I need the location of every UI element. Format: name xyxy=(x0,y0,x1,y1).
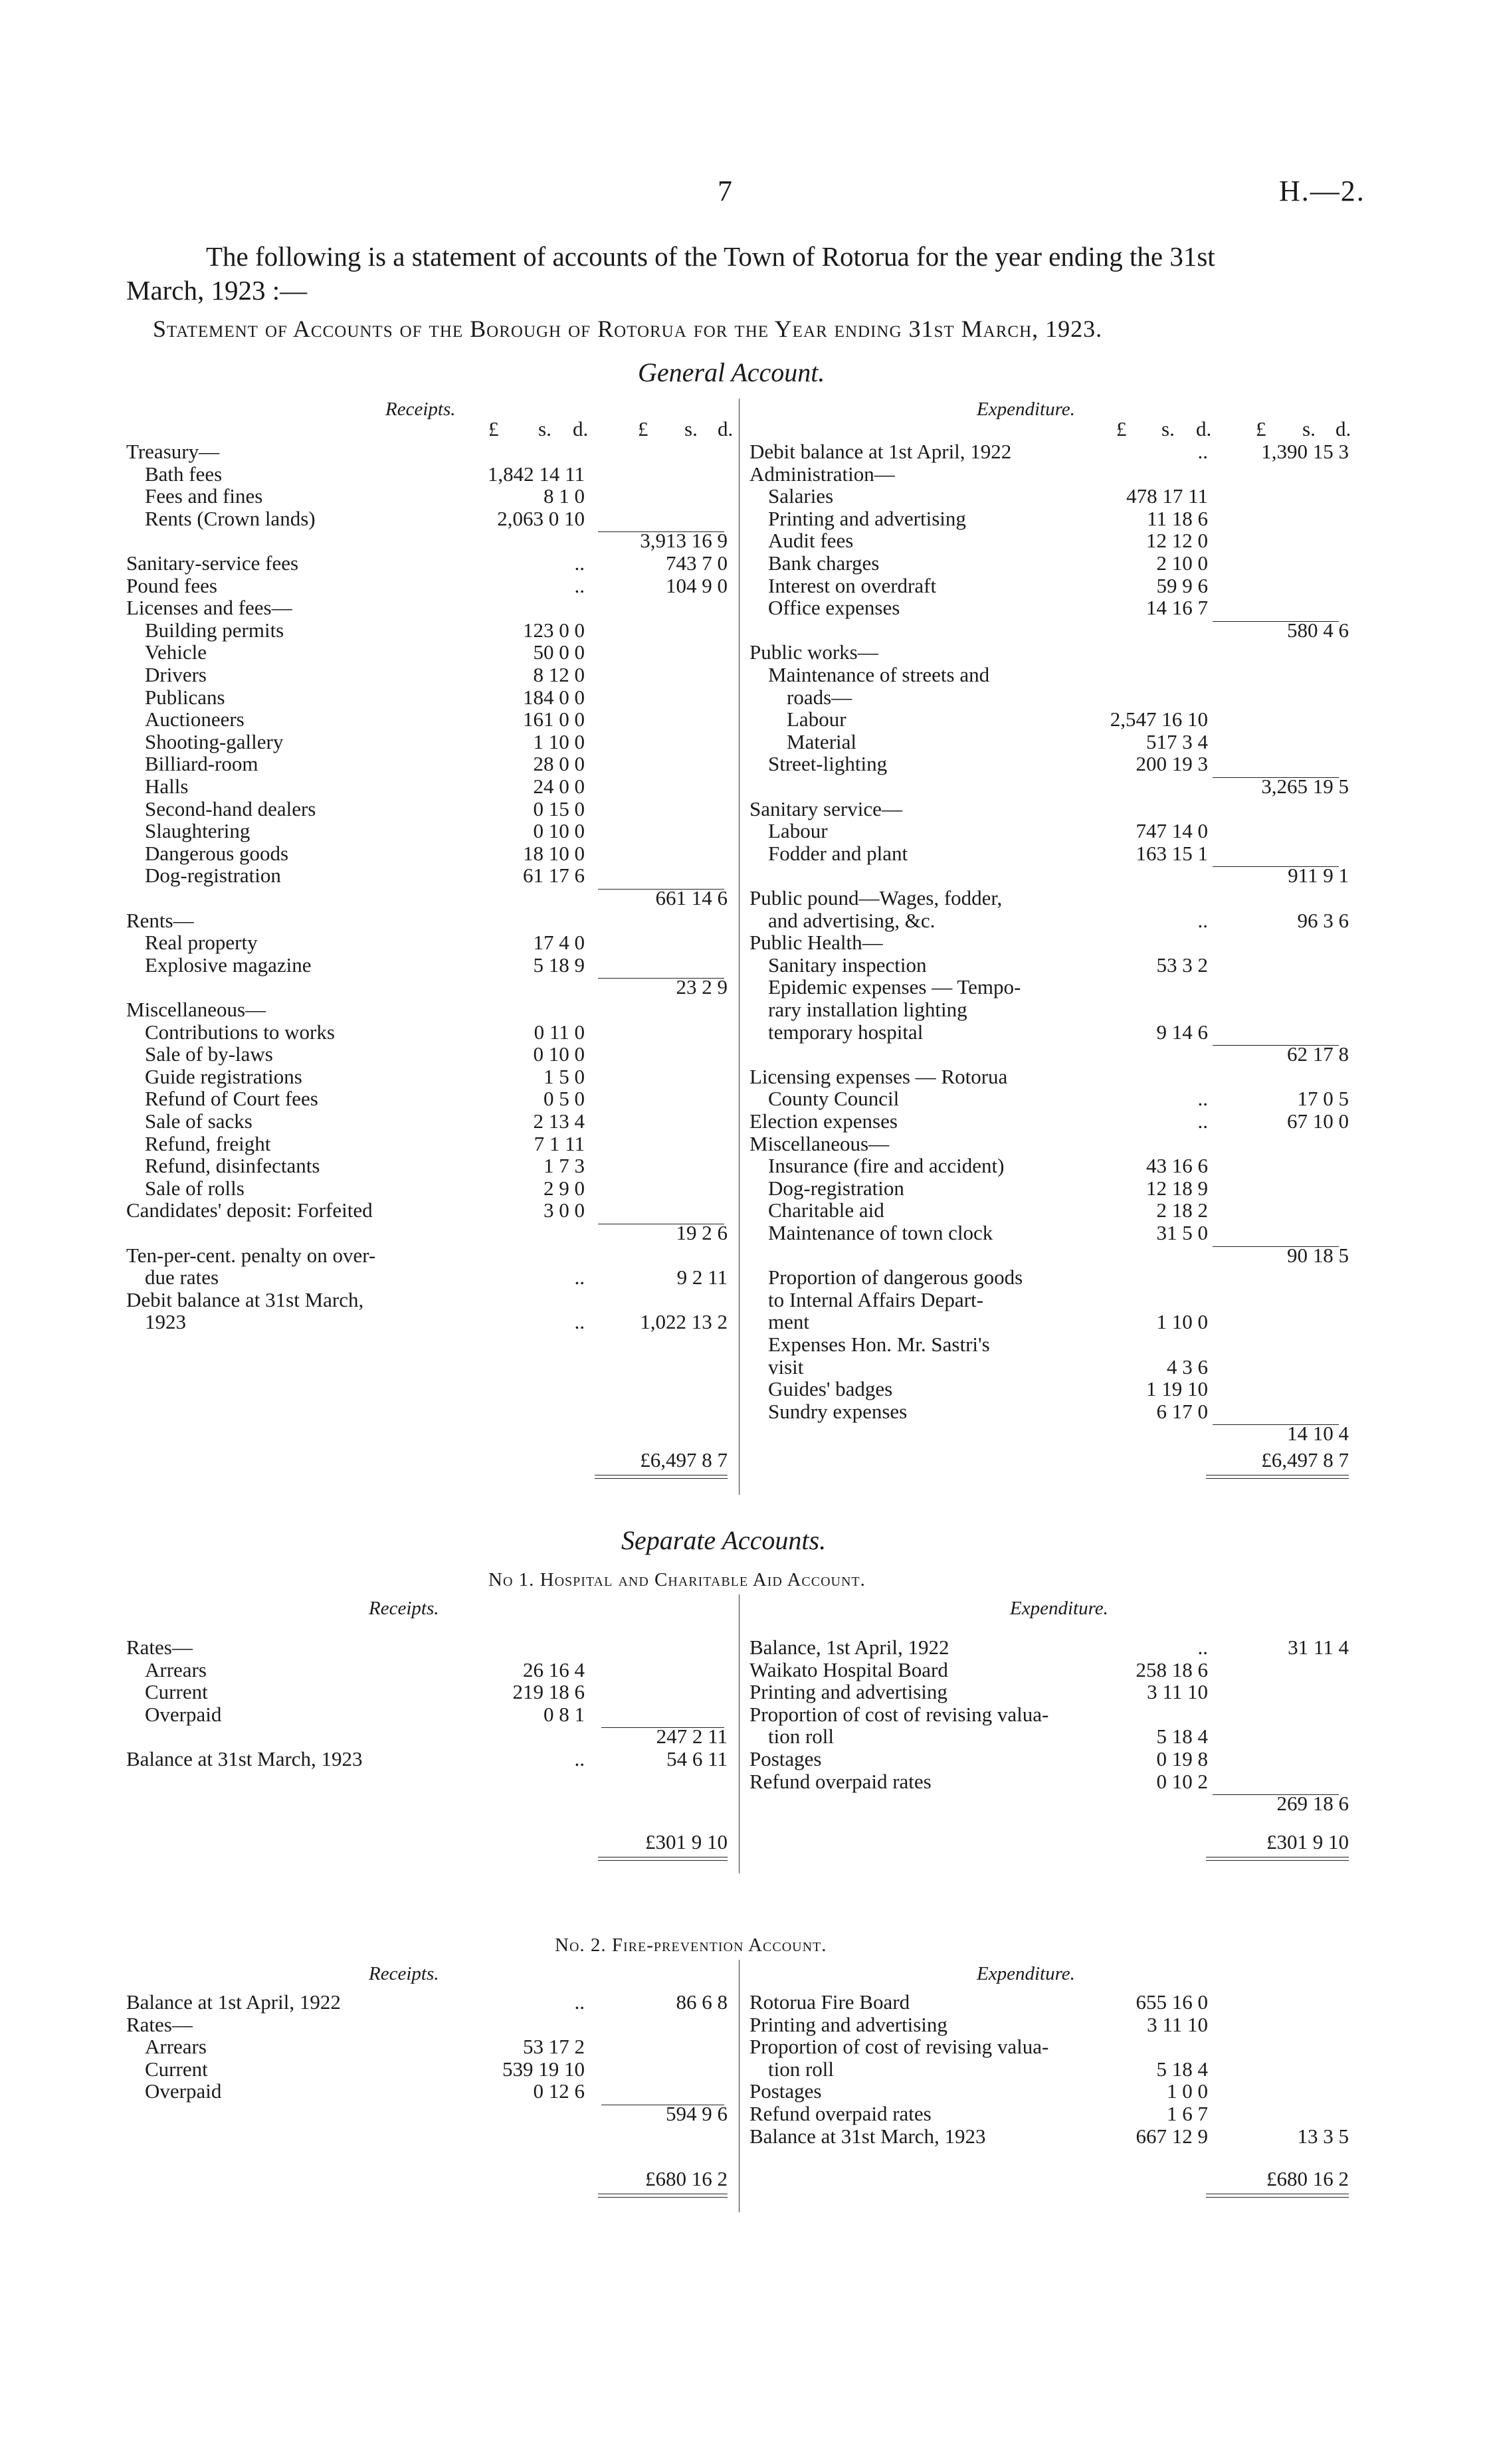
row-label: Balance at 1st April, 1922 xyxy=(126,1990,341,2014)
row-label: Billiard-room xyxy=(145,752,258,776)
row-total: 911 9 1 xyxy=(1288,864,1349,888)
row-amount: 1 6 7 xyxy=(1167,2102,1208,2125)
row-amount: .. xyxy=(574,1990,585,2014)
row-label: Proportion of cost of revising valua- xyxy=(749,1702,1049,1726)
row-label: Printing and advertising xyxy=(768,506,966,530)
row-label: Labour xyxy=(768,819,828,843)
row-total: 17 0 5 xyxy=(1297,1087,1349,1111)
row-label: Candidates' deposit: Forfeited xyxy=(126,1198,373,1222)
row-label: roads— xyxy=(787,685,852,709)
row-label: Material xyxy=(787,729,857,753)
account-1-expenditure-heading: Expenditure. xyxy=(1010,1598,1108,1619)
receipts-heading: Receipts. xyxy=(385,399,456,420)
row-label: Drivers xyxy=(145,663,207,686)
row-amount: 161 0 0 xyxy=(523,708,585,731)
row-amount: 2 13 4 xyxy=(533,1109,585,1133)
row-label: Publicans xyxy=(145,685,225,709)
row-label: Licenses and fees— xyxy=(126,596,292,620)
row-amount: 26 16 4 xyxy=(523,1658,585,1681)
row-amount: 5 18 4 xyxy=(1156,2057,1208,2081)
row-amount: 184 0 0 xyxy=(523,685,585,709)
row-label: Real property xyxy=(145,931,258,955)
money-head-pounds: £ xyxy=(1116,417,1127,440)
row-label: Sale of rolls xyxy=(145,1176,245,1200)
double-rule xyxy=(598,2194,728,2198)
account-1-expenditure-total: £301 9 10 xyxy=(1266,1830,1349,1853)
row-label: Guide registrations xyxy=(145,1064,302,1088)
row-label: Printing and advertising xyxy=(749,1680,947,1704)
row-label: Rents (Crown lands) xyxy=(145,506,316,530)
row-label: Sanitary service— xyxy=(749,797,902,820)
double-rule xyxy=(1206,1475,1349,1479)
row-label: Printing and advertising xyxy=(749,2012,947,2036)
money-head-shillings: s. xyxy=(1302,417,1316,440)
row-label: Dog-registration xyxy=(145,864,281,888)
row-amount: 667 12 9 xyxy=(1136,2124,1208,2148)
row-label: Rates— xyxy=(126,1636,193,1659)
row-label: Rents— xyxy=(126,908,194,932)
row-amount: 3 11 10 xyxy=(1147,1680,1208,1704)
row-label: Second-hand dealers xyxy=(145,797,316,820)
row-label: Licensing expenses — Rotorua xyxy=(749,1064,1008,1088)
row-label: Public Health— xyxy=(749,931,883,955)
money-head-shillings: s. xyxy=(1161,417,1175,440)
row-label: to Internal Affairs Depart- xyxy=(768,1287,983,1311)
row-amount: 7 1 11 xyxy=(534,1131,585,1155)
row-amount: 8 1 0 xyxy=(544,484,585,508)
row-label: Contributions to works xyxy=(145,1020,335,1044)
row-label: Debit balance at 31st March, xyxy=(126,1287,364,1311)
row-amount: 1,842 14 11 xyxy=(487,462,585,486)
row-label: tion roll xyxy=(768,2057,835,2081)
row-label: Current xyxy=(145,1680,208,1704)
row-amount: 43 16 6 xyxy=(1146,1154,1208,1178)
row-label: ment xyxy=(768,1310,809,1334)
row-label: Public works— xyxy=(749,640,878,664)
row-amount: 11 18 6 xyxy=(1147,506,1208,530)
row-label: Overpaid xyxy=(145,2079,222,2103)
row-amount: 24 0 0 xyxy=(533,775,585,798)
column-divider xyxy=(739,1594,740,1873)
row-amount: .. xyxy=(574,551,585,575)
row-amount: 1 0 0 xyxy=(1167,2079,1208,2103)
row-label: Building permits xyxy=(145,618,284,642)
row-label: Administration— xyxy=(749,462,895,486)
page-reference: H.—2. xyxy=(1279,175,1365,207)
row-label: Salaries xyxy=(768,484,834,508)
money-head-pence: d. xyxy=(573,417,589,440)
row-label: Refund overpaid rates xyxy=(749,1769,932,1793)
row-total: 580 4 6 xyxy=(1287,618,1349,642)
row-total: 247 2 11 xyxy=(656,1725,728,1749)
row-amount: 163 15 1 xyxy=(1136,841,1208,865)
double-rule xyxy=(1206,1857,1349,1861)
row-label: Balance at 31st March, 1923 xyxy=(126,1747,363,1770)
row-total: 90 18 5 xyxy=(1287,1243,1349,1267)
row-total: 96 3 6 xyxy=(1297,908,1349,932)
row-amount: 219 18 6 xyxy=(512,1680,585,1704)
money-head-pence: d. xyxy=(1336,417,1351,440)
row-label: Waikato Hospital Board xyxy=(749,1658,948,1681)
row-label: County Council xyxy=(768,1087,900,1111)
row-label: Vehicle xyxy=(145,640,207,664)
money-head-pounds: £ xyxy=(638,417,648,440)
row-label: Bank charges xyxy=(768,551,880,575)
row-amount: 53 3 2 xyxy=(1156,953,1208,977)
row-total: 67 10 0 xyxy=(1287,1109,1349,1133)
row-label: Epidemic expenses — Tempo- xyxy=(768,975,1021,999)
row-amount: .. xyxy=(574,1310,585,1334)
double-rule xyxy=(598,1857,728,1861)
row-amount: 28 0 0 xyxy=(533,752,585,776)
row-amount: 53 17 2 xyxy=(523,2035,585,2059)
row-label: Arrears xyxy=(145,1658,207,1681)
row-amount: 5 18 9 xyxy=(533,953,585,977)
row-amount: 6 17 0 xyxy=(1156,1399,1208,1423)
column-divider xyxy=(739,1960,740,2212)
row-amount: 478 17 11 xyxy=(1126,484,1208,508)
row-total: 19 2 6 xyxy=(676,1221,728,1244)
row-total: 104 9 0 xyxy=(666,573,728,597)
row-amount: 517 3 4 xyxy=(1146,729,1208,753)
row-amount: 539 19 10 xyxy=(502,2057,585,2081)
row-amount: .. xyxy=(574,1747,585,1770)
row-amount: 1 10 0 xyxy=(1156,1310,1208,1334)
account-2-receipts-heading: Receipts. xyxy=(369,1963,439,1984)
money-head-shillings: s. xyxy=(684,417,698,440)
row-label: Dog-registration xyxy=(768,1176,904,1200)
row-amount: 200 19 3 xyxy=(1136,752,1208,776)
row-label: temporary hospital xyxy=(768,1020,924,1044)
row-amount: 2 10 0 xyxy=(1156,551,1208,575)
money-head-pence: d. xyxy=(1196,417,1212,440)
money-head-pence: d. xyxy=(718,417,734,440)
row-amount: 1 19 10 xyxy=(1146,1377,1208,1401)
row-label: Refund overpaid rates xyxy=(749,2102,932,2125)
row-label: Refund, disinfectants xyxy=(145,1154,320,1178)
row-label: Public pound—Wages, fodder, xyxy=(749,886,1003,909)
row-label: rary installation lighting xyxy=(768,998,967,1021)
row-amount: 2 18 2 xyxy=(1156,1198,1208,1222)
row-label: Audit fees xyxy=(768,529,854,553)
row-label: Explosive magazine xyxy=(145,953,312,977)
row-label: Sale of sacks xyxy=(145,1109,252,1133)
row-total: 1,022 13 2 xyxy=(640,1310,728,1334)
page-number: 7 xyxy=(718,175,732,207)
row-amount: 0 15 0 xyxy=(533,797,585,820)
row-label: Arrears xyxy=(145,2035,207,2059)
row-label: Postages xyxy=(749,1747,822,1770)
row-label: Maintenance of streets and xyxy=(768,663,990,686)
row-label: Insurance (fire and accident) xyxy=(768,1154,1005,1178)
row-label: Fodder and plant xyxy=(768,841,908,865)
row-label: Rates— xyxy=(126,2012,193,2036)
row-amount: 1 10 0 xyxy=(533,729,585,753)
row-label: Treasury— xyxy=(126,440,220,463)
intro-line-2: March, 1923 :— xyxy=(126,275,308,306)
row-amount: .. xyxy=(1197,1109,1208,1133)
row-total: 13 3 5 xyxy=(1297,2124,1349,2148)
row-total: 14 10 4 xyxy=(1287,1422,1349,1446)
row-label: Miscellaneous— xyxy=(749,1131,890,1155)
row-amount: 747 14 0 xyxy=(1136,819,1208,843)
row-label: Proportion of dangerous goods xyxy=(768,1266,1023,1289)
row-label: Guides' badges xyxy=(768,1377,893,1401)
expenditure-total: £6,497 8 7 xyxy=(1261,1448,1349,1471)
row-label: Rotorua Fire Board xyxy=(749,1990,910,2014)
row-label: Slaughtering xyxy=(145,819,250,843)
row-label: Fees and fines xyxy=(145,484,263,508)
row-amount: .. xyxy=(1197,1636,1208,1659)
row-label: Election expenses xyxy=(749,1109,898,1133)
account-2-receipts-total: £680 16 2 xyxy=(645,2167,728,2190)
row-label: Pound fees xyxy=(126,573,217,597)
row-amount: 14 16 7 xyxy=(1146,596,1208,620)
row-total: 54 6 11 xyxy=(666,1747,728,1770)
row-amount: 50 0 0 xyxy=(533,640,585,664)
row-label: Street-lighting xyxy=(768,752,888,776)
intro-line-1: The following is a statement of accounts of the Town of Rotorua for the year ending the 31st xyxy=(206,241,1215,272)
row-label: Debit balance at 1st April, 1922 xyxy=(749,440,1012,463)
row-amount: 2 9 0 xyxy=(544,1176,585,1200)
row-amount: 59 9 6 xyxy=(1156,573,1208,597)
account-2-expenditure-heading: Expenditure. xyxy=(977,1963,1075,1984)
row-label: tion roll xyxy=(768,1725,835,1749)
row-label: Expenses Hon. Mr. Sastri's xyxy=(768,1333,990,1356)
receipts-total: £6,497 8 7 xyxy=(640,1448,728,1471)
account-1-receipts-heading: Receipts. xyxy=(369,1598,439,1619)
double-rule xyxy=(595,1475,728,1479)
row-label: visit xyxy=(768,1355,804,1378)
row-amount: 12 12 0 xyxy=(1146,529,1208,553)
account-1-title: No 1. Hospital and Charitable Aid Account. xyxy=(488,1569,866,1590)
row-amount: 61 17 6 xyxy=(523,864,585,888)
row-amount: .. xyxy=(574,573,585,597)
row-amount: 0 12 6 xyxy=(533,2079,585,2103)
row-amount: .. xyxy=(1197,1087,1208,1111)
row-amount: 0 5 0 xyxy=(544,1087,585,1111)
main-heading: Statement of Accounts of the Borough of Rotorua for the Year ending 31st March, 1923. xyxy=(153,316,1103,342)
row-label: Office expenses xyxy=(768,596,900,620)
row-total: 594 9 6 xyxy=(666,2102,728,2125)
row-total: 269 18 6 xyxy=(1276,1792,1349,1816)
row-amount: 2,547 16 10 xyxy=(1110,708,1208,731)
row-amount: 31 5 0 xyxy=(1156,1221,1208,1244)
row-label: due rates xyxy=(145,1266,219,1289)
account-1-receipts-total: £301 9 10 xyxy=(645,1830,728,1853)
row-total: 743 7 0 xyxy=(666,551,728,575)
row-label: and advertising, &c. xyxy=(768,908,936,932)
money-head-pounds: £ xyxy=(488,417,499,440)
row-total: 31 11 4 xyxy=(1288,1636,1349,1659)
row-amount: 0 10 0 xyxy=(533,819,585,843)
column-divider xyxy=(739,399,740,1495)
row-label: Postages xyxy=(749,2079,822,2103)
row-label: Dangerous goods xyxy=(145,841,289,865)
row-total: 1,390 15 3 xyxy=(1261,440,1349,463)
row-label: Sanitary-service fees xyxy=(126,551,299,575)
row-label: Labour xyxy=(787,708,846,731)
row-label: Balance, 1st April, 1922 xyxy=(749,1636,949,1659)
row-amount: 1 5 0 xyxy=(544,1064,585,1088)
separate-accounts-title: Separate Accounts. xyxy=(621,1525,827,1555)
row-label: Refund, freight xyxy=(145,1131,271,1155)
row-amount: 0 8 1 xyxy=(544,1702,585,1726)
row-amount: 17 4 0 xyxy=(533,931,585,955)
double-rule xyxy=(1206,2194,1349,2198)
row-total: 3,913 16 9 xyxy=(640,529,728,553)
row-label: Overpaid xyxy=(145,1702,222,1726)
money-head-pounds: £ xyxy=(1256,417,1266,440)
row-amount: 0 19 8 xyxy=(1156,1747,1208,1770)
row-amount: 0 10 2 xyxy=(1156,1769,1208,1793)
row-label: Shooting-gallery xyxy=(145,729,284,753)
row-label: Ten-per-cent. penalty on over- xyxy=(126,1243,376,1267)
row-label: Sanitary inspection xyxy=(768,953,927,977)
row-amount: 655 16 0 xyxy=(1136,1990,1208,2014)
row-amount: 0 11 0 xyxy=(534,1020,585,1044)
row-label: Halls xyxy=(145,775,189,798)
row-label: Refund of Court fees xyxy=(145,1087,318,1111)
row-amount: 4 3 6 xyxy=(1167,1355,1208,1378)
row-amount: 123 0 0 xyxy=(523,618,585,642)
row-amount: 3 0 0 xyxy=(544,1198,585,1222)
row-label: Charitable aid xyxy=(768,1198,884,1222)
row-total: 9 2 11 xyxy=(676,1266,728,1289)
row-amount: 2,063 0 10 xyxy=(497,506,585,530)
row-total: 661 14 6 xyxy=(655,886,728,909)
row-label: Bath fees xyxy=(145,462,223,486)
row-amount: 3 11 10 xyxy=(1147,2012,1208,2036)
row-label: Maintenance of town clock xyxy=(768,1221,993,1244)
row-label: Sundry expenses xyxy=(768,1399,908,1423)
row-total: 86 6 8 xyxy=(676,1990,728,2014)
row-amount: 18 10 0 xyxy=(523,841,585,865)
account-2-expenditure-total: £680 16 2 xyxy=(1266,2167,1349,2190)
row-amount: .. xyxy=(1197,440,1208,463)
row-label: Auctioneers xyxy=(145,708,245,731)
row-label: 1923 xyxy=(145,1310,186,1334)
row-amount: 0 10 0 xyxy=(533,1042,585,1066)
row-label: Sale of by-laws xyxy=(145,1042,273,1066)
row-amount: 12 18 9 xyxy=(1146,1176,1208,1200)
row-label: Current xyxy=(145,2057,208,2081)
general-account-title: General Account. xyxy=(638,357,825,387)
row-label: Interest on overdraft xyxy=(768,573,937,597)
row-amount: 1 7 3 xyxy=(544,1154,585,1178)
money-head-shillings: s. xyxy=(538,417,551,440)
row-label: Balance at 31st March, 1923 xyxy=(749,2124,986,2148)
row-total: 62 17 8 xyxy=(1287,1042,1349,1066)
row-amount: 8 12 0 xyxy=(533,663,585,686)
row-amount: 258 18 6 xyxy=(1136,1658,1208,1681)
row-total: 23 2 9 xyxy=(676,975,728,999)
expenditure-heading: Expenditure. xyxy=(977,399,1075,420)
row-total: 3,265 19 5 xyxy=(1261,775,1349,798)
account-2-title: No. 2. Fire-prevention Account. xyxy=(555,1935,827,1956)
row-amount: .. xyxy=(1197,908,1208,932)
row-label: Proportion of cost of revising valua- xyxy=(749,2035,1049,2059)
row-label: Miscellaneous— xyxy=(126,998,266,1021)
row-amount: 9 14 6 xyxy=(1156,1020,1208,1044)
row-amount: 5 18 4 xyxy=(1156,1725,1208,1749)
row-amount: .. xyxy=(574,1266,585,1289)
